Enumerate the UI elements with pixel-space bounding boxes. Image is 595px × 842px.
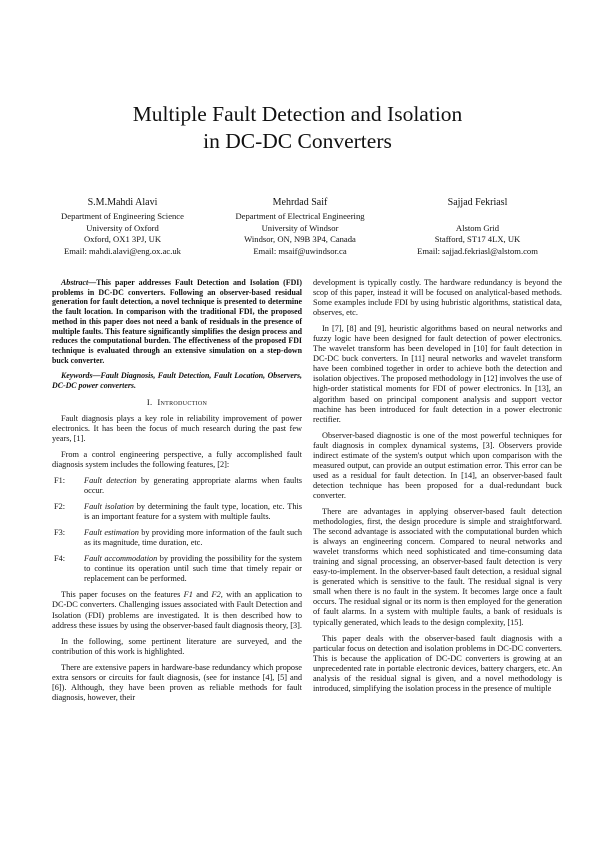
author-email: Email: sajjad.fekriasl@alstom.com — [417, 245, 538, 256]
feature-label: F3: — [54, 528, 66, 538]
right-column — [313, 278, 562, 700]
body-paragraph: Observer-based diagnostic is one of the most powerful techniques for fault diagnosis in complex dynamical systems, [3]. Observers provide indirect estimate of the system's output which upon comparison with the measured output, can provide an output estimation error. This error can be used as a residual for fault detection. In [14], an observer-based fault detection technique has been proposed for a dual-redundant buck converter. — [313, 430, 562, 500]
author-block — [40, 196, 560, 257]
feature-term: Fault estimation — [84, 528, 139, 538]
author-address: Oxford, OX1 3PJ, UK — [83, 234, 162, 245]
body-paragraph: In the following, some pertinent literature are surveyed, and the contribution of this work is highlighted. — [52, 636, 302, 656]
author-email: Email: msaif@uwindsor.ca — [253, 245, 347, 256]
intro-paragraph: Fault diagnosis plays a key role in reliability improvement of power electronics. It has been the focus of much research during the past few years, [1]. — [52, 413, 302, 443]
feature-desc: by providing the possibility for the system to continue its operation until such time that timely repair or replacement can be performed. — [84, 554, 302, 584]
title-line-1: Multiple Fault Detection and Isolation — [132, 102, 463, 126]
text-run: , with an application to DC-DC converters. Challenging issues associated with Fault Detection and Isolation (FDI) problems are investigated. It is then described how to address these issues by using the observer-based fault diagnosis theory, [3]. — [52, 590, 302, 630]
author-name: Sajjad Fekriasl — [447, 197, 508, 208]
feature-item — [52, 476, 302, 496]
body-paragraph: development is typically costly. The hardware redundancy is beyond the scop of this paper, instead it will be focused on analytical-based methods. Some examples include FDI by using hubristic algorithms, statistical data, observes, etc. — [313, 278, 562, 318]
keywords-text: —Fault Diagnosis, Fault Detection, Fault Location, Observers, DC-DC power converters. — [52, 371, 302, 391]
feature-term: Fault accommodation — [84, 554, 158, 564]
author-name: S.M.Mahdi Alavi — [87, 197, 158, 208]
text-run: This paper focuses on the features — [61, 590, 184, 600]
left-column — [52, 278, 302, 709]
abstract-label: Abstract — [61, 278, 89, 287]
author-dept: Department of Electrical Engineering — [235, 211, 365, 221]
feature-ref: F1 — [183, 590, 193, 600]
author-name: Mehrdad Saif — [272, 197, 328, 208]
feature-desc: by generating appropriate alarms when faults occur. — [84, 476, 302, 496]
body-paragraph — [52, 590, 302, 630]
body-paragraph: There are advantages in applying observer-based fault detection methodologies, first, the design procedure is simple and straightforward. The second advantage is associated with the computational burden which is always an engineering concern. Compared to neural networks and wavelet transforms which need sophisticated and time-consuming data training and signal processing, an observer-based fault detection is very easy-to-implement. In the observer-based fault detection, a residual signal is generated which is sensitive to the fault. The residual signal is very small when there is no fault in the system. It becomes large once a fault occurs. The residual signal or its norm is then employed for the generation of fault alarms. In a system with multiple faults, a bank of residuals is typically generated, which leads to the design complexity, [15]. — [313, 506, 562, 627]
feature-item — [52, 502, 302, 522]
author-email: Email: mahdi.alavi@eng.ox.ac.uk — [64, 245, 181, 256]
author-org: University of Oxford — [86, 222, 159, 233]
author-2 — [210, 196, 390, 257]
intro-paragraph: From a control engineering perspective, a fully accomplished fault diagnosis system includes the following features, [2]: — [52, 449, 302, 469]
feature-desc: by providing more information of the fault such as its magnitude, time duration, etc. — [84, 528, 302, 548]
paper-title — [0, 101, 595, 155]
feature-ref: F2 — [211, 590, 221, 600]
feature-term: Fault isolation — [84, 502, 134, 512]
author-3 — [395, 196, 560, 257]
section-title: Introduction — [157, 396, 208, 407]
body-paragraph: This paper deals with the observer-based fault diagnosis with a particular focus on detection and isolation problems in DC-DC converters. This is because the application of DC-DC converters is growing at an unprecedented rate in portable electronic devices, battery chargers, etc. An analysis of the residual signal is given, and a novel methodology is introduced, simplifying the isolation process in the presence of multiple — [313, 633, 562, 693]
author-address: Windsor, ON, N9B 3P4, Canada — [244, 234, 356, 245]
feature-label: F4: — [54, 554, 66, 564]
keywords — [52, 371, 302, 390]
title-line-2: in DC-DC Converters — [203, 129, 392, 153]
body-paragraph: There are extensive papers in hardware-base redundancy which propose extra sensors or circuits for fault diagnosis, (see for instance [4], [5] and [6]). Although, they have been proven as reliable methods for fault diagnosis, however, their — [52, 662, 302, 702]
author-org: Alstom Grid — [455, 222, 500, 233]
abstract-text: —This paper addresses Fault Detection and Isolation (FDI) problems in DC-DC converters. Following an observer-based residual generation for fault detection, a novel technique is presented to determine the fault location. In comparison with the traditional FDI, the proposed method in this paper does not need a bank of residuals in the presence of multiple faults. This feature significantly simplifies the design process and reduces the computational burden. The effectiveness of the proposed FDI technique is evaluated through an extensive simulation on a step-down buck converter. — [52, 278, 302, 365]
feature-text — [84, 554, 302, 584]
section-heading — [52, 397, 302, 407]
author-org: University of Windsor — [261, 222, 339, 233]
feature-item — [52, 554, 302, 584]
feature-text — [84, 502, 302, 522]
author-1 — [40, 196, 205, 257]
feature-desc: by determining the fault type, location, etc. This is an important feature for a system with multiple faults. — [84, 502, 303, 522]
feature-text — [84, 528, 302, 548]
author-dept-blank — [395, 211, 560, 223]
author-address: Stafford, ST17 4LX, UK — [434, 234, 521, 245]
feature-label: F1: — [54, 476, 66, 486]
abstract — [52, 278, 302, 365]
section-numeral: I. — [146, 396, 153, 407]
author-dept: Department of Engineering Science — [61, 211, 184, 221]
feature-item — [52, 528, 302, 548]
keywords-label: Keywords — [61, 371, 93, 381]
feature-term: Fault detection — [84, 476, 137, 486]
text-run: and — [192, 590, 212, 600]
feature-text — [84, 476, 302, 496]
body-paragraph: In [7], [8] and [9], heuristic algorithms based on neural networks and fuzzy logic have been designed for fault detection of power electronics. The wavelet transform has been developed in [10] for fault detection in DC-DC buck converters. In [11] neural networks and wavelet transform have been combined together in order to achieve both the detection and isolation objectives. The proposed methodology in [12] involves the use of high-order statistical moments for FDI of power electronics. In [13], an algorithm based on principal component analysis and support vector machine has been introduced for fault detection in a power electronic rectifier. — [313, 324, 562, 424]
feature-label: F2: — [54, 502, 66, 512]
